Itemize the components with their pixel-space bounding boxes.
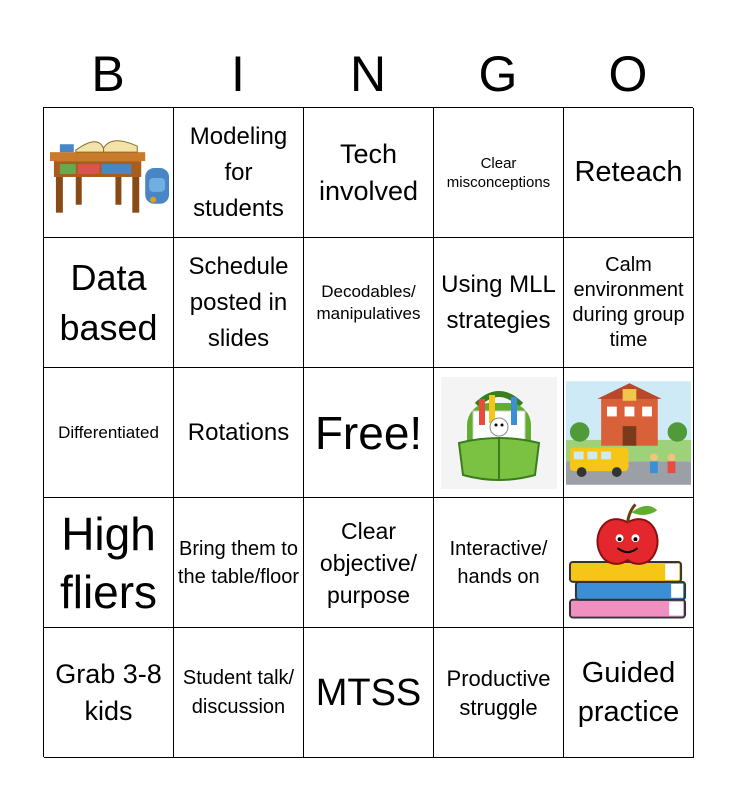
free-space-label: Free!	[314, 406, 423, 459]
cell-label: Clear objective/ purpose	[319, 517, 418, 608]
bingo-cell-3[interactable]	[304, 108, 434, 238]
cell-label: Guided practice	[577, 656, 680, 728]
cell-label: Reteach	[574, 156, 683, 188]
bingo-cell-24[interactable]	[434, 628, 564, 758]
bingo-header	[43, 40, 693, 108]
bingo-card	[43, 107, 693, 757]
bingo-cell-22[interactable]	[174, 628, 304, 758]
bingo-cell-6[interactable]	[44, 238, 174, 368]
bingo-cell-19[interactable]	[434, 498, 564, 628]
bingo-cell-23[interactable]	[304, 628, 434, 758]
school-desk-icon	[46, 130, 171, 216]
cell-label: Rotations	[187, 418, 290, 446]
bingo-cell-8[interactable]	[304, 238, 434, 368]
header-letter-g: G	[478, 46, 518, 102]
cell-label: Decodables/ manipulatives	[316, 281, 421, 323]
bingo-cell-9[interactable]	[434, 238, 564, 368]
bingo-cell-1[interactable]	[44, 108, 174, 238]
backpack-icon	[437, 375, 561, 491]
cell-label: Interactive/ hands on	[449, 537, 548, 588]
bingo-cell-20[interactable]	[564, 498, 694, 628]
cell-label: Using MLL strategies	[441, 270, 556, 334]
bingo-cell-21[interactable]	[44, 628, 174, 758]
cell-label: Student talk/ discussion	[182, 666, 295, 718]
bingo-cell-7[interactable]	[174, 238, 304, 368]
cell-label: Clear misconceptions	[446, 154, 551, 191]
cell-label: Bring them to the table/floor	[177, 537, 300, 588]
bingo-cell-10[interactable]	[564, 238, 694, 368]
bingo-cell-2[interactable]	[174, 108, 304, 238]
bingo-cell-15[interactable]	[564, 368, 694, 498]
bingo-cell-25[interactable]	[564, 628, 694, 758]
bingo-cell-12[interactable]	[174, 368, 304, 498]
header-letter-b: B	[91, 46, 125, 102]
cell-label: MTSS	[315, 671, 422, 714]
bingo-cell-free[interactable]	[304, 368, 434, 498]
header-letter-i: I	[231, 46, 245, 102]
header-letter-n: N	[349, 46, 387, 102]
cell-label: Grab 3-8 kids	[55, 658, 162, 726]
header-letter-o: O	[608, 46, 648, 102]
bingo-cell-16[interactable]	[44, 498, 174, 628]
cell-label: High fliers	[59, 507, 158, 618]
bingo-cell-14[interactable]	[434, 368, 564, 498]
cell-label: Schedule posted in slides	[188, 252, 289, 352]
bingo-cell-11[interactable]	[44, 368, 174, 498]
cell-label: Productive struggle	[446, 665, 551, 720]
cell-label: Tech involved	[318, 138, 419, 206]
school-bus-icon	[566, 380, 691, 486]
bingo-cell-4[interactable]	[434, 108, 564, 238]
bingo-cell-5[interactable]	[564, 108, 694, 238]
bingo-cell-18[interactable]	[304, 498, 434, 628]
cell-label: Data based	[59, 256, 158, 348]
cell-label: Modeling for students	[189, 122, 288, 222]
bingo-cell-17[interactable]	[174, 498, 304, 628]
apple-books-icon	[566, 500, 691, 626]
cell-label: Differentiated	[58, 422, 159, 442]
cell-label: Calm environment during group time	[572, 253, 685, 351]
